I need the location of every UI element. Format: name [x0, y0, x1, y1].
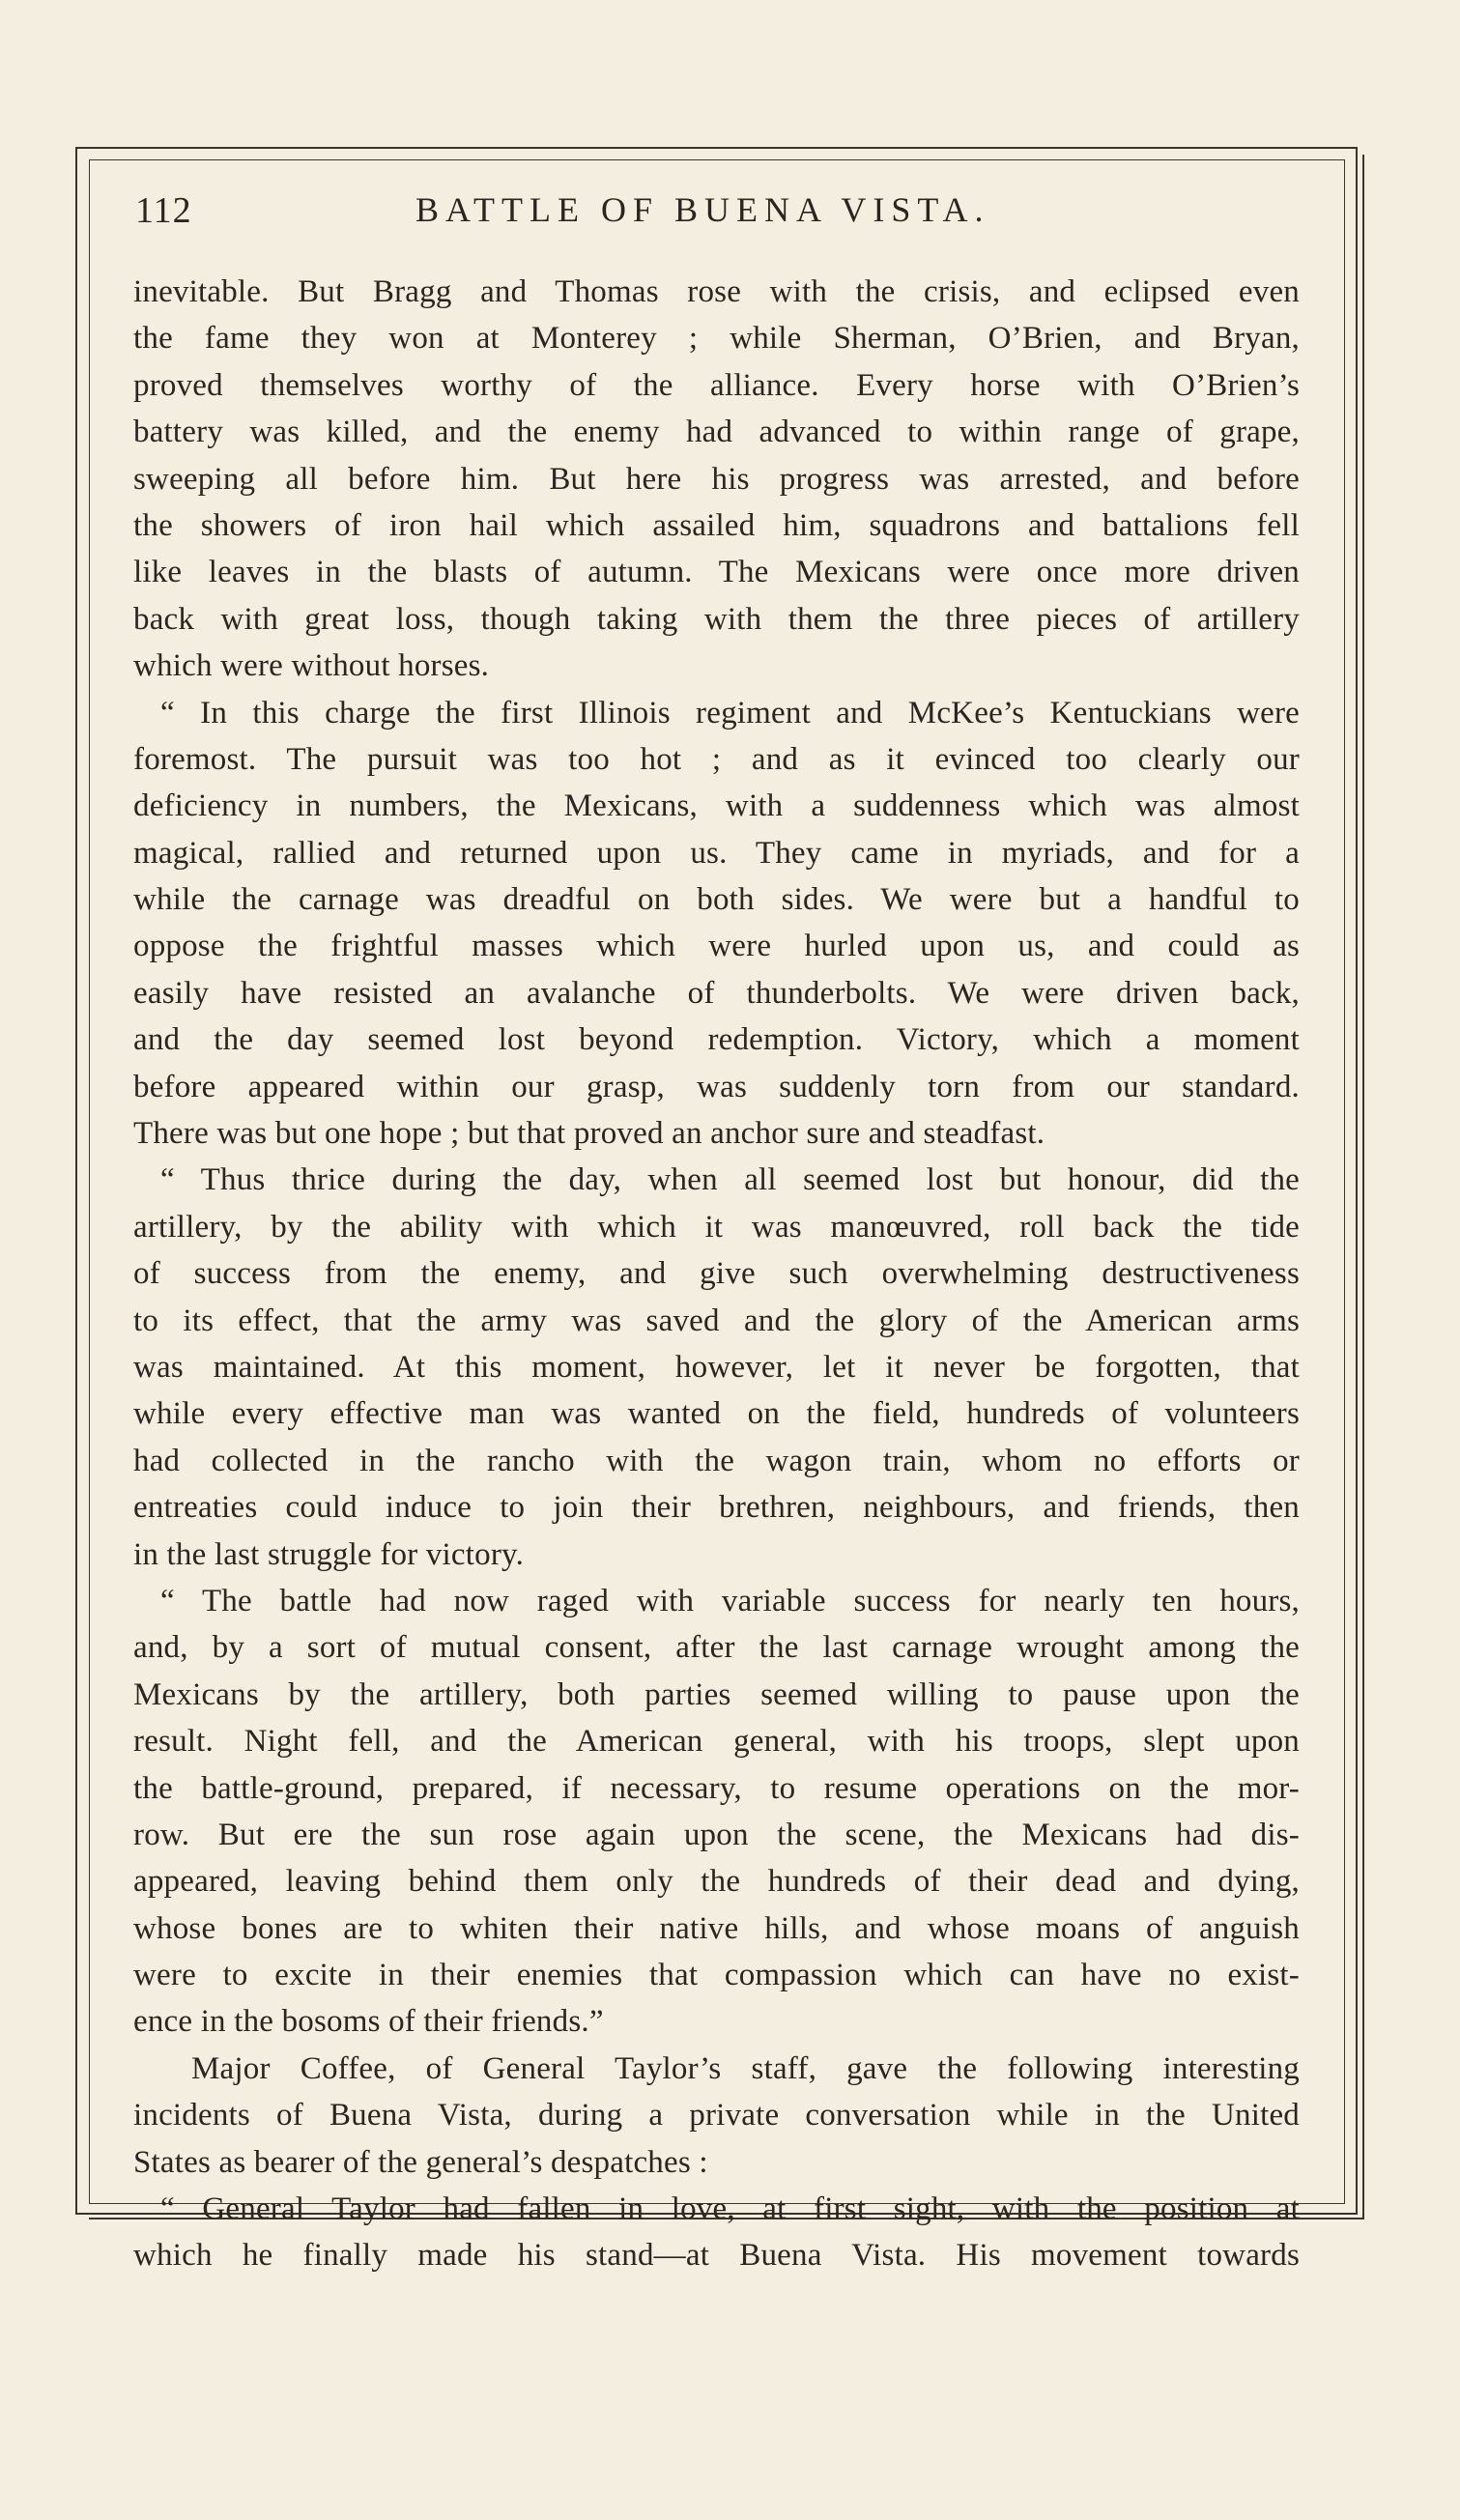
page-number: 112 — [135, 190, 192, 231]
text-line: appeared, leaving behind them only the hundreds of their dead and dying, — [133, 1864, 1300, 1900]
text-line: whose bones are to whiten their native hills, and whose moans of anguish — [133, 1910, 1300, 1946]
text-line: before appeared within our grasp, was suddenly torn from our standard. — [133, 1069, 1300, 1104]
text-line: “ In this charge the first Illinois regiment and McKee’s Kentuckians were — [160, 695, 1300, 730]
text-line: artillery, by the ability with which it was manœuvred, roll back the tide — [133, 1209, 1300, 1245]
text-line: battery was killed, and the enemy had advanced to within range of grape, — [133, 415, 1300, 450]
text-line: Major Coffee, of General Taylor’s staff, gave the following interesting — [191, 2050, 1300, 2086]
page-border-shadow-right — [1362, 155, 1364, 2219]
text-line: to its effect, that the army was saved and the glory of the American arms — [133, 1303, 1300, 1338]
text-line: States as bearer of the general’s despatches : — [133, 2144, 708, 2180]
text-line: deficiency in numbers, the Mexicans, with a suddenness which was almost — [133, 788, 1300, 824]
text-line: the showers of iron hail which assailed him, squadrons and battalions fell — [133, 507, 1300, 543]
text-line: proved themselves worthy of the alliance. Every horse with O’Brien’s — [133, 367, 1300, 403]
running-title: BATTLE OF BUENA VISTA. — [415, 190, 990, 229]
text-line: which were without horses. — [133, 648, 490, 684]
text-line: magical, rallied and returned upon us. They came in myriads, and for a — [133, 835, 1300, 871]
text-line: Mexicans by the artillery, both parties seemed willing to pause upon the — [133, 1676, 1300, 1712]
text-line: easily have resisted an avalanche of thunderbolts. We were driven back, — [133, 975, 1300, 1011]
text-line: row. But ere the sun rose again upon the scene, the Mexicans had dis- — [133, 1817, 1300, 1852]
text-line: “ Thus thrice during the day, when all seemed lost but honour, did the — [160, 1162, 1300, 1198]
text-line: were to excite in their enemies that compassion which can have no exist- — [133, 1958, 1300, 1993]
text-line: and the day seemed lost beyond redemption. Victory, which a moment — [133, 1022, 1300, 1058]
text-line: oppose the frightful masses which were hurled upon us, and could as — [133, 929, 1300, 964]
text-line: “ General Taylor had fallen in love, at first sight, with the position at — [160, 2191, 1300, 2227]
text-line: incidents of Buena Vista, during a private conversation while in the United — [133, 2098, 1300, 2133]
text-line: had collected in the rancho with the wagon train, whom no efforts or — [133, 1443, 1300, 1478]
text-line: like leaves in the blasts of autumn. The Mexicans were once more driven — [133, 555, 1300, 590]
text-line: of success from the enemy, and give such overwhelming destructiveness — [133, 1256, 1300, 1292]
text-line: in the last struggle for victory. — [133, 1536, 525, 1572]
text-line: which he finally made his stand—at Buena Vista. His movement towards — [133, 2238, 1300, 2274]
text-line: and, by a sort of mutual consent, after the last carnage wrought among the — [133, 1630, 1300, 1666]
text-line: foremost. The pursuit was too hot ; and as it evinced too clearly our — [133, 741, 1300, 777]
text-line: sweeping all before him. But here his progress was arrested, and before — [133, 461, 1300, 497]
text-line: There was but one hope ; but that proved an anchor sure and steadfast. — [133, 1116, 1045, 1152]
text-line: “ The battle had now raged with variable success for nearly ten hours, — [160, 1583, 1300, 1618]
text-line: the battle-ground, prepared, if necessary, to resume operations on the mor- — [133, 1770, 1300, 1806]
text-line: entreaties could induce to join their brethren, neighbours, and friends, then — [133, 1490, 1300, 1526]
text-line: ence in the bosoms of their friends.” — [133, 2004, 604, 2040]
page-header — [135, 189, 1319, 247]
text-line: was maintained. At this moment, however, let it never be forgotten, that — [133, 1349, 1300, 1385]
text-line: result. Night fell, and the American general, with his troops, slept upon — [133, 1724, 1300, 1760]
text-line: the fame they won at Monterey ; while Sherman, O’Brien, and Bryan, — [133, 321, 1300, 357]
text-line: while every effective man was wanted on the field, hundreds of volunteers — [133, 1396, 1300, 1432]
text-line: inevitable. But Bragg and Thomas rose with the crisis, and eclipsed even — [133, 274, 1300, 309]
text-line: while the carnage was dreadful on both sides. We were but a handful to — [133, 882, 1300, 918]
text-line: back with great loss, though taking with them the three pieces of artillery — [133, 601, 1300, 637]
body-text — [133, 269, 1300, 2279]
